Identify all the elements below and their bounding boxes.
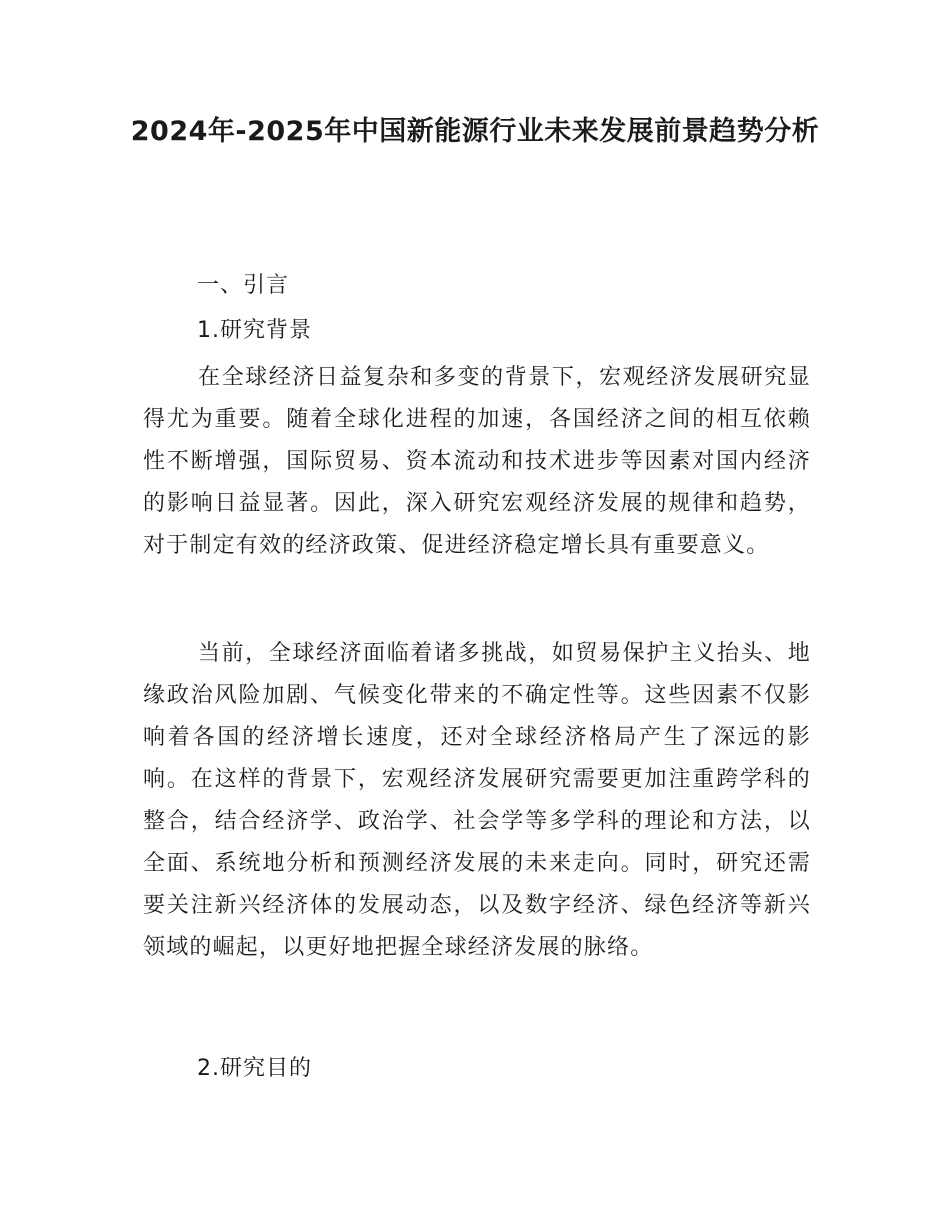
section-heading-introduction: 一、引言 bbox=[197, 273, 290, 298]
document-title: 2024年-2025年中国新能源行业未来发展前景趋势分析 bbox=[130, 116, 820, 147]
paragraph-background-2: 当前，全球经济面临着诸多挑战，如贸易保护主义抬头、地缘政治风险加剧、气候变化带来的不确定性等。这些因素不仅影响着各国的经济增长速度，还对全球经济格局产生了深远的影响。在这样的背景下，宏观经济发展研究需要更加注重跨学科的整合，结合经济学、政治学、社会学等多学科的理论和方法，以全面、系统地分析和预测经济发展的未来走向。同时，研究还需要关注新兴经济体的发展动态，以及数字经济、绿色经济等新兴领域的崛起，以更好地把握全球经济发展的脉络。 bbox=[143, 641, 811, 960]
subsection-heading-research-background: 1.研究背景 bbox=[197, 318, 312, 343]
paragraph-background-1: 在全球经济日益复杂和多变的背景下，宏观经济发展研究显得尤为重要。随着全球化进程的加速，各国经济之间的相互依赖性不断增强，国际贸易、资本流动和技术进步等因素对国内经济的影响日益显著。因此，深入研究宏观经济发展的规律和趋势，对于制定有效的经济政策、促进经济稳定增长具有重要意义。 bbox=[143, 365, 811, 558]
subsection-heading-research-purpose: 2.研究目的 bbox=[197, 1056, 312, 1081]
